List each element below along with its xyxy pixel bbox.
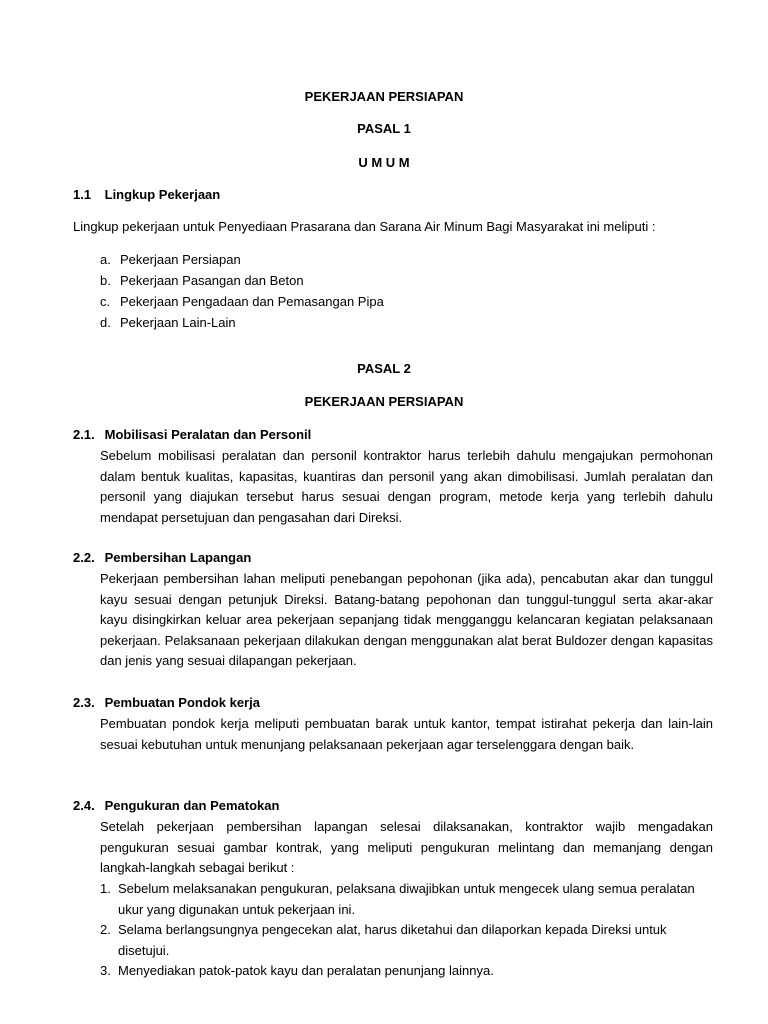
section-number: 2.1. — [73, 427, 95, 442]
section-2-1-heading — [73, 425, 311, 446]
section-title: Lingkup Pekerjaan — [104, 187, 221, 202]
section-title: Pembersihan Lapangan — [104, 550, 252, 565]
list-item: 3. Menyediakan patok-patok kayu dan peralatan penunjang lainnya. — [100, 963, 494, 978]
section-1-1-heading — [73, 185, 220, 206]
list-item: d. Pekerjaan Lain-Lain — [100, 315, 236, 330]
list-item: a. Pekerjaan Persiapan — [100, 252, 241, 267]
document-title: PEKERJAAN PERSIAPAN — [304, 89, 464, 104]
section-2-4-heading — [73, 796, 279, 817]
section-number: 1.1 — [73, 187, 92, 202]
section-2-3-body: Pembuatan pondok kerja meliputi pembuatan barak untuk kantor, tempat istirahat pekerja dan lain-lain sesuai kebutuhan untuk menunjang pelaksanaan pekerjaan agar terselenggara dengan baik. — [100, 716, 713, 752]
section-number: 2.3. — [73, 695, 95, 710]
list-item: 2. Selama berlangsungnya pengecekan alat, harus diketahui dan dilaporkan kepada Direksi untuk disetujui. — [100, 922, 667, 958]
pasal-2-subtitle: PEKERJAAN PERSIAPAN — [304, 394, 464, 409]
pasal-1-subtitle: U M U M — [358, 155, 410, 170]
section-2-4-body: Setelah pekerjaan pembersihan lapangan selesai dilaksanakan, kontraktor wajib mengadakan pengukuran sesuai gambar kontrak, yang meliputi pengukuran melintang dan memanjang dengan langkah-langkah sebagai berikut : — [100, 819, 713, 875]
section-2-1-body: Sebelum mobilisasi peralatan dan personil kontraktor harus terlebih dahulu mengajukan permohonan dalam bentuk kualitas, kapasitas, kuantiras dan personil yang akan dimobilisasi. Jumlah peralatan dan personil yang diajukan tersebut harus sesuai dengan program, metode kerja yang terlebih dahulu mendapat persetujuan dan pengasahan dari Direksi. — [100, 448, 713, 525]
section-2-2-heading — [73, 548, 251, 569]
pasal-1-intro: Lingkup pekerjaan untuk Penyediaan Prasarana dan Sarana Air Minum Bagi Masyarakat ini meliputi : — [73, 219, 656, 234]
section-title: Pengukuran dan Pematokan — [104, 798, 280, 813]
section-title: Pembuatan Pondok kerja — [104, 695, 260, 710]
section-2-3-heading — [73, 693, 260, 714]
section-title: Mobilisasi Peralatan dan Personil — [104, 427, 312, 442]
list-item: 1. Sebelum melaksanakan pengukuran, pelaksana diwajibkan untuk mengecek ulang semua peralatan ukur yang digunakan untuk pekerjaan ini. — [100, 881, 695, 917]
list-item: c. Pekerjaan Pengadaan dan Pemasangan Pipa — [100, 294, 384, 309]
pasal-1-label: PASAL 1 — [357, 121, 411, 136]
list-item: b. Pekerjaan Pasangan dan Beton — [100, 273, 304, 288]
section-number: 2.2. — [73, 550, 95, 565]
section-number: 2.4. — [73, 798, 95, 813]
section-2-2-body: Pekerjaan pembersihan lahan meliputi penebangan pepohonan (jika ada), pencabutan akar dan tunggul kayu sesuai dengan petunjuk Direksi. Batang-batang pepohonan dan tunggul-tunggul serta akar-akar kayu disingkirkan keluar area pekerjaan sepanjang tidak mengganggu kelancaran kegiatan pelaksanaan pekerjaan. Pelaksanaan pekerjaan dilakukan dengan menggunakan alat berat Buldozer dengan kapasitas dan jenis yang sesuai dilapangan pekerjaan. — [100, 571, 713, 668]
pasal-2-label: PASAL 2 — [357, 361, 411, 376]
